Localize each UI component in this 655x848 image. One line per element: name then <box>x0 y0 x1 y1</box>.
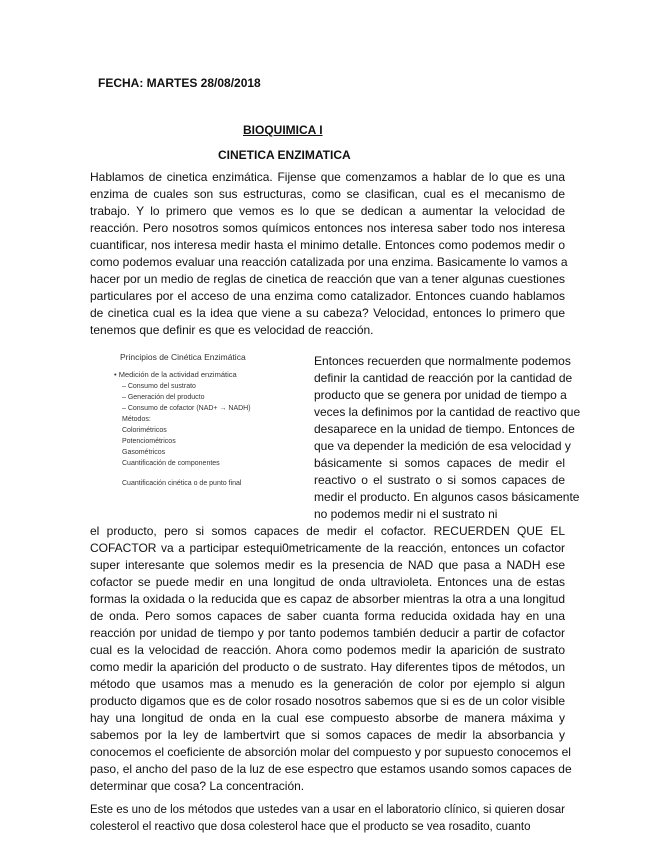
text-line: de cinetica cual es la idea que viene a su cabeza? Velocidad, entonces lo primero que <box>90 306 565 320</box>
slide-item: Cuantificación de componentes <box>122 460 220 467</box>
slide-item: Colorimétricos <box>122 427 167 434</box>
text-line: particulares por el acceso de una enzima como catalizador. Entonces cuando hablamos <box>90 289 565 303</box>
text-line: reacción por unidad de tiempo y por tanto podemos también deducir a partir de cofactor <box>90 626 565 640</box>
text-line: cual es la velocidad de reacción. Ahora como podemos medir la aparición de sustrato <box>90 643 565 657</box>
slide-item: Potenciométricos <box>122 438 176 445</box>
text-line: veces la definimos por la cantidad de reactivo que <box>314 405 581 419</box>
text-line: trabajo. Y lo primero que vemos es lo que se dedican a aumentar la velocidad de <box>90 204 565 218</box>
text-line: que va depender la medición de esa velocidad y <box>314 439 571 453</box>
slide-item: Cuantificación cinética o de punto final <box>122 480 242 487</box>
text-line: desaparece en la unidad de tiempo. Entonces de <box>314 422 575 436</box>
text-line: enzima de cuales son sus estructuras, como se clasifican, cual es el mecanismo de <box>90 187 565 201</box>
text-line: paso, el ancho del paso de la luz de ese espectro que estamos usando somos capaces de <box>90 762 572 776</box>
slide-title: Principios de Cinética Enzimática <box>120 352 246 362</box>
text-line: Hablamos de cinetica enzimática. Fijense que comenzamos a hablar de lo que es una <box>90 170 565 184</box>
topic-title: CINETICA ENZIMATICA <box>218 148 351 162</box>
text-line: determinar que cosa? La concentración. <box>90 779 305 793</box>
slide-bullet: • Medición de la actividad enzimática <box>114 370 237 379</box>
text-line: como podemos evaluar una reacción catalizada por una enzima. Basicamente lo vamos a <box>90 255 568 269</box>
text-line: sabemos por la ley de lambertvirt que si somos capaces de medir la absorbancia y <box>90 728 565 742</box>
text-line: medir el producto. En algunos casos básicamente <box>314 490 580 504</box>
text-line: super interesante que solemos medir es la presencia de NAD que pasa a NADH ese <box>90 558 565 572</box>
text-line: producto digamos que es de color rosado nosotros sabemos que si es de un color visible <box>90 694 565 708</box>
text-line: básicamente si somos capaces de medir el <box>314 456 565 470</box>
text-line: Este es uno de los métodos que ustedes van a usar en el laboratorio clínico, si quieren dosar <box>90 804 565 816</box>
text-line: método que usamos mas a menudo es la generación de color por ejemplo si algun <box>90 677 565 691</box>
text-line: conocemos el coeficiente de absorción molar del compuesto y por supuesto conocemos el <box>90 745 571 759</box>
text-line: cofactor se puede medir en una longitud de onda ultravioleta. Entonces una de estas <box>90 575 565 589</box>
text-line: el producto, pero si somos capaces de medir el cofactor. RECUERDEN QUE EL <box>90 524 565 538</box>
slide-subitem: – Consumo del sustrato <box>122 383 196 390</box>
text-line: producto que se genera por unidad de tiempo a <box>314 388 567 402</box>
text-line: como medir la aparición del producto o de sustrato. Hay diferentes tipos de métodos, un <box>90 660 565 674</box>
text-line: reactivo o el sustrato o si somos capaces de <box>314 473 565 487</box>
document-date: FECHA: MARTES 28/08/2018 <box>98 76 261 90</box>
text-line: COFACTOR va a participar estequi0metricamente de la reacción, entonces un cofactor <box>90 541 565 555</box>
text-line: hay una longitud de onda en la cual ese compuesto absorbe de manera máxima y <box>90 711 565 725</box>
slide-image <box>110 352 290 492</box>
text-line: tenemos que definir es que es velocidad de reacción. <box>90 323 374 337</box>
text-line: hacer por un medio de reglas de cinetica de reacción que van a tener algunas cuestiones <box>90 272 565 286</box>
text-line: no podemos medir ni el sustrato ni <box>314 507 498 521</box>
text-line: formas la oxidada o la reducida que es capaz de absorber mientras la otra a una longitud <box>90 592 565 606</box>
text-line: colesterol el reactivo que dosa colesterol hace que el producto se vea rosadito, cuanto <box>90 821 531 833</box>
slide-item: Gasométricos <box>122 449 166 456</box>
text-line: Entonces recuerden que normalmente podemos <box>314 354 571 368</box>
slide-subitem: – Generación del producto <box>122 394 205 401</box>
text-line: definir la cantidad de reacción por la cantidad de <box>314 371 573 385</box>
slide-subitem: – Consumo de cofactor (NAD+ → NADH) <box>122 405 251 412</box>
text-line: de onda. Pero somos capaces de saber cuanta forma reducida oxidada hay en una <box>90 609 565 623</box>
text-line: reacción. Pero nosotros somos químicos entonces nos interesa saber todo nos interesa <box>90 221 565 235</box>
slide-item: Métodos: <box>122 416 151 423</box>
text-line: cuantificar, nos interesa medir hasta el minimo detalle. Entonces como podemos medir o <box>90 238 565 252</box>
course-title: BIOQUIMICA I <box>243 123 323 137</box>
